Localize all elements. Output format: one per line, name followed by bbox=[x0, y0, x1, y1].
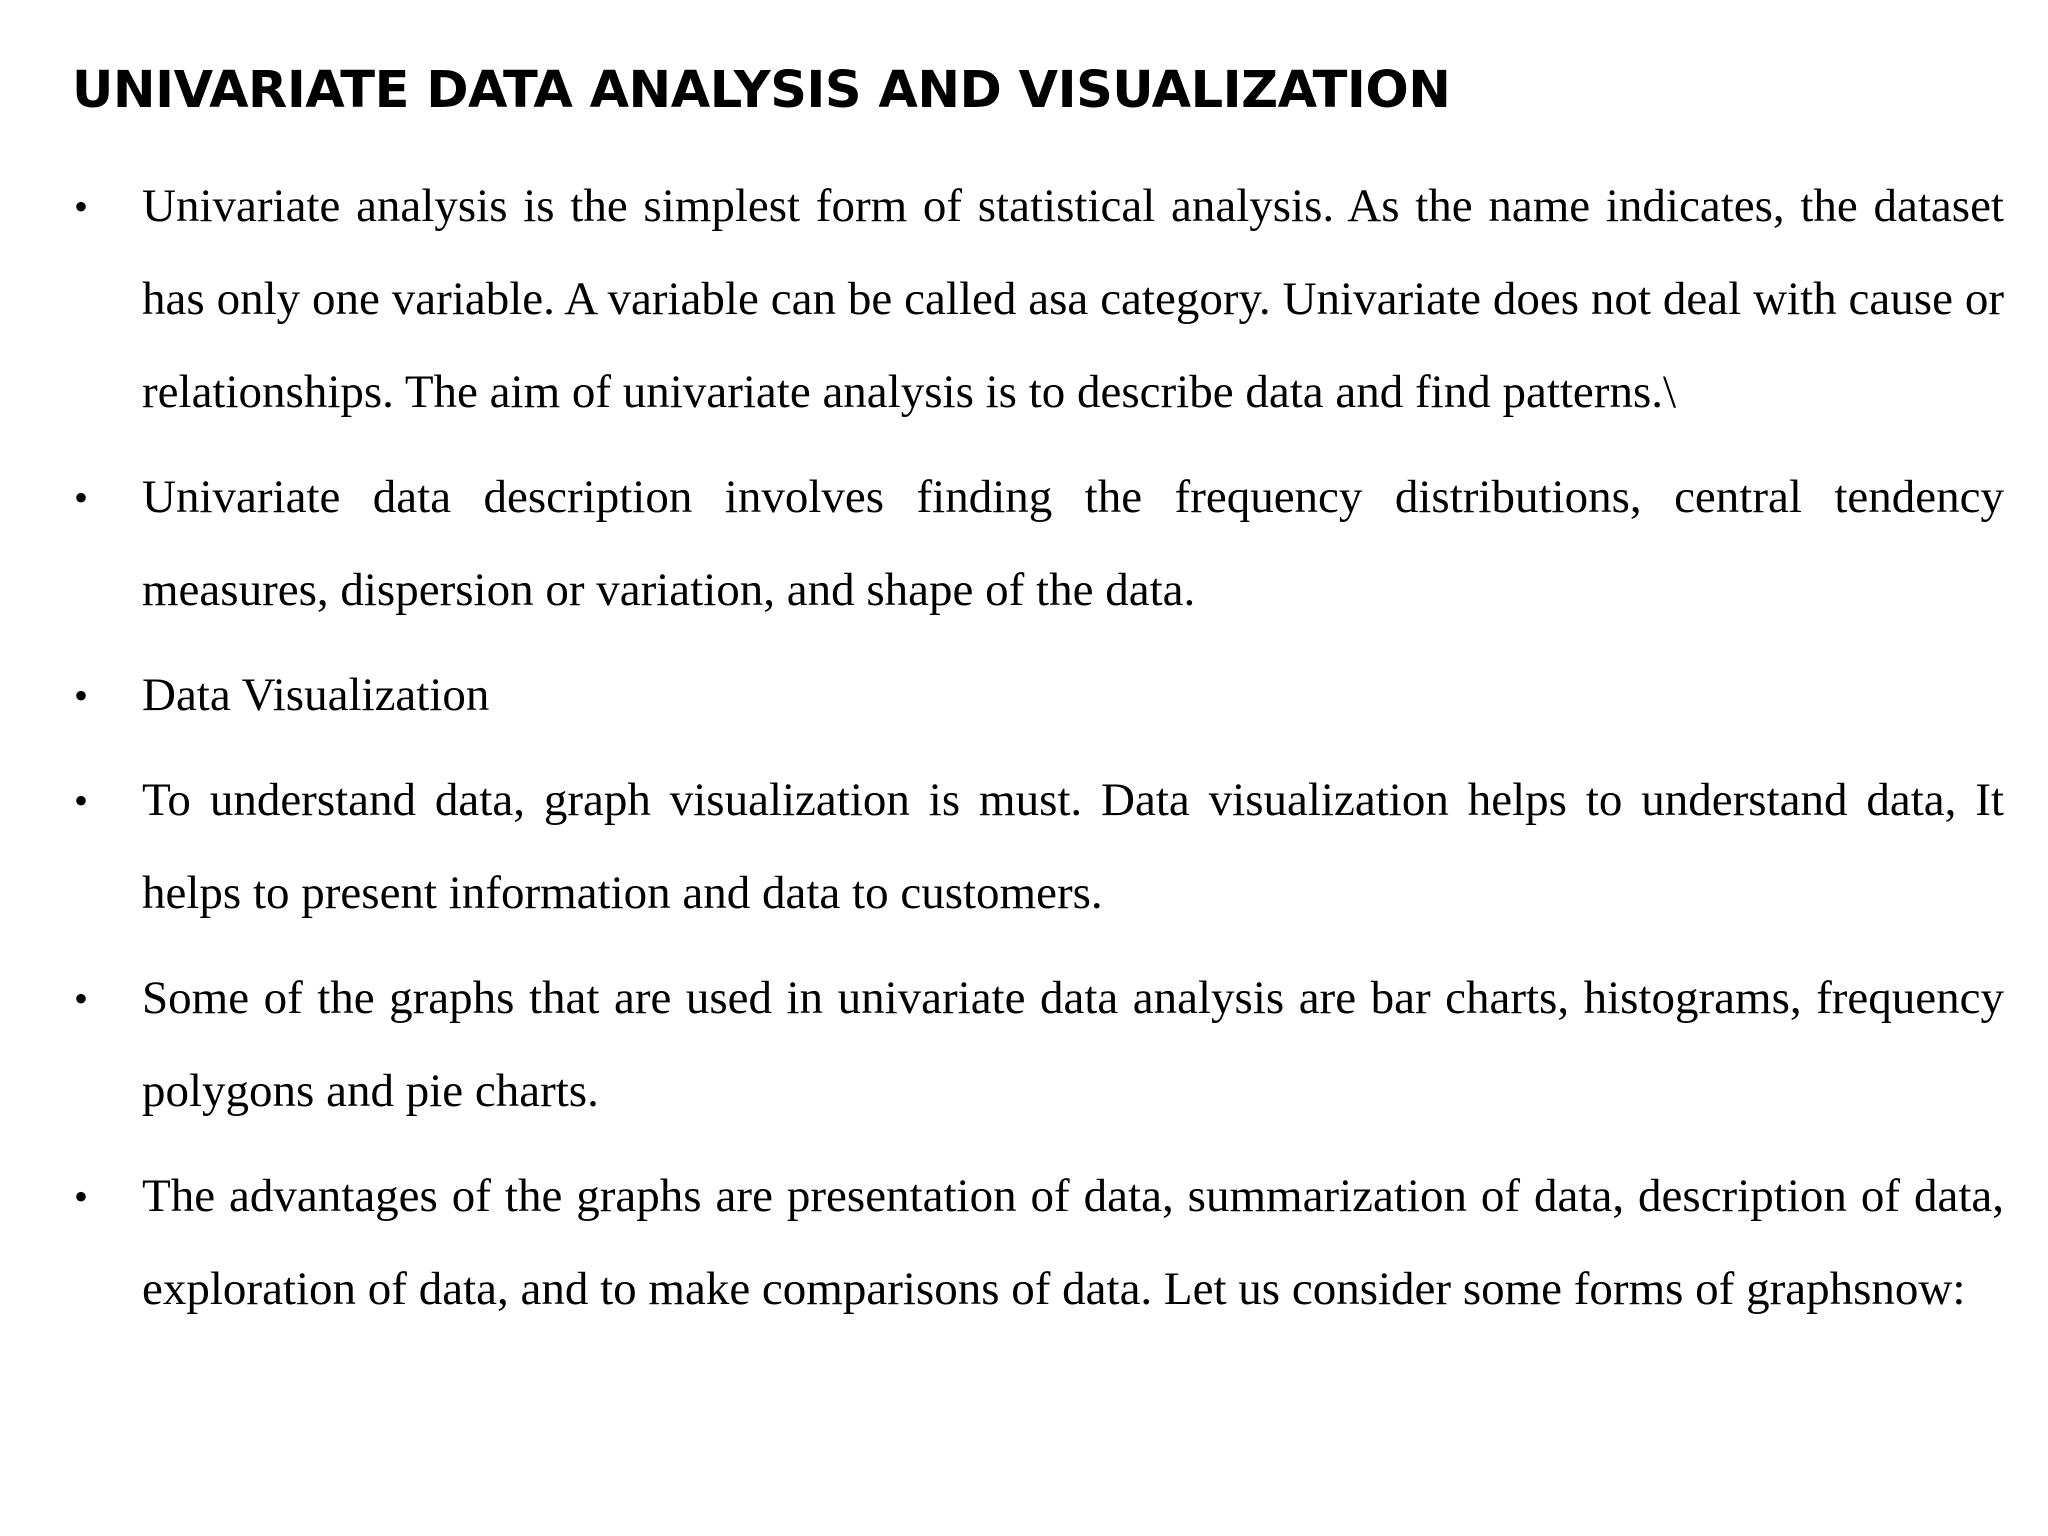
bullet-marker: • bbox=[74, 475, 89, 520]
bullet-text: Univariate data description involves finding the frequency distributions, central tendency measures, dispersion or variation, and shape of the data. bbox=[142, 471, 2004, 616]
bullet-marker: • bbox=[74, 1174, 89, 1219]
slide-title: UNIVARIATE DATA ANALYSIS AND VISUALIZATION bbox=[72, 61, 1451, 120]
bullet-item bbox=[72, 649, 2004, 742]
bullet-marker: • bbox=[74, 184, 89, 229]
bullet-item bbox=[72, 451, 2004, 637]
bullet-item bbox=[72, 754, 2004, 940]
bullet-item bbox=[72, 952, 2004, 1138]
bullet-item bbox=[72, 160, 2004, 439]
bullet-item bbox=[72, 1150, 2004, 1336]
bullet-text: The advantages of the graphs are presentation of data, summarization of data, description of data, exploration of data, and to make comparisons of data. Let us consider some forms of graphsnow: bbox=[142, 1170, 2004, 1315]
bullet-marker: • bbox=[74, 673, 89, 718]
bullet-text: To understand data, graph visualization is must. Data visualization helps to understand data, It helps to present information and data to customers. bbox=[142, 774, 2004, 919]
bullet-text: Some of the graphs that are used in univariate data analysis are bar charts, histograms, frequency polygons and pie charts. bbox=[142, 972, 2004, 1117]
bullet-marker: • bbox=[74, 778, 89, 823]
bullet-list bbox=[72, 160, 2004, 1348]
bullet-marker: • bbox=[74, 976, 89, 1021]
bullet-text: Data Visualization bbox=[142, 669, 490, 721]
bullet-text: Univariate analysis is the simplest form of statistical analysis. As the name indicates, the dataset has only one variable. A variable can be called asa category. Univariate does not deal with cause or relationships. The aim of univariate analysis is to describe data and find patterns.\ bbox=[142, 180, 2004, 418]
